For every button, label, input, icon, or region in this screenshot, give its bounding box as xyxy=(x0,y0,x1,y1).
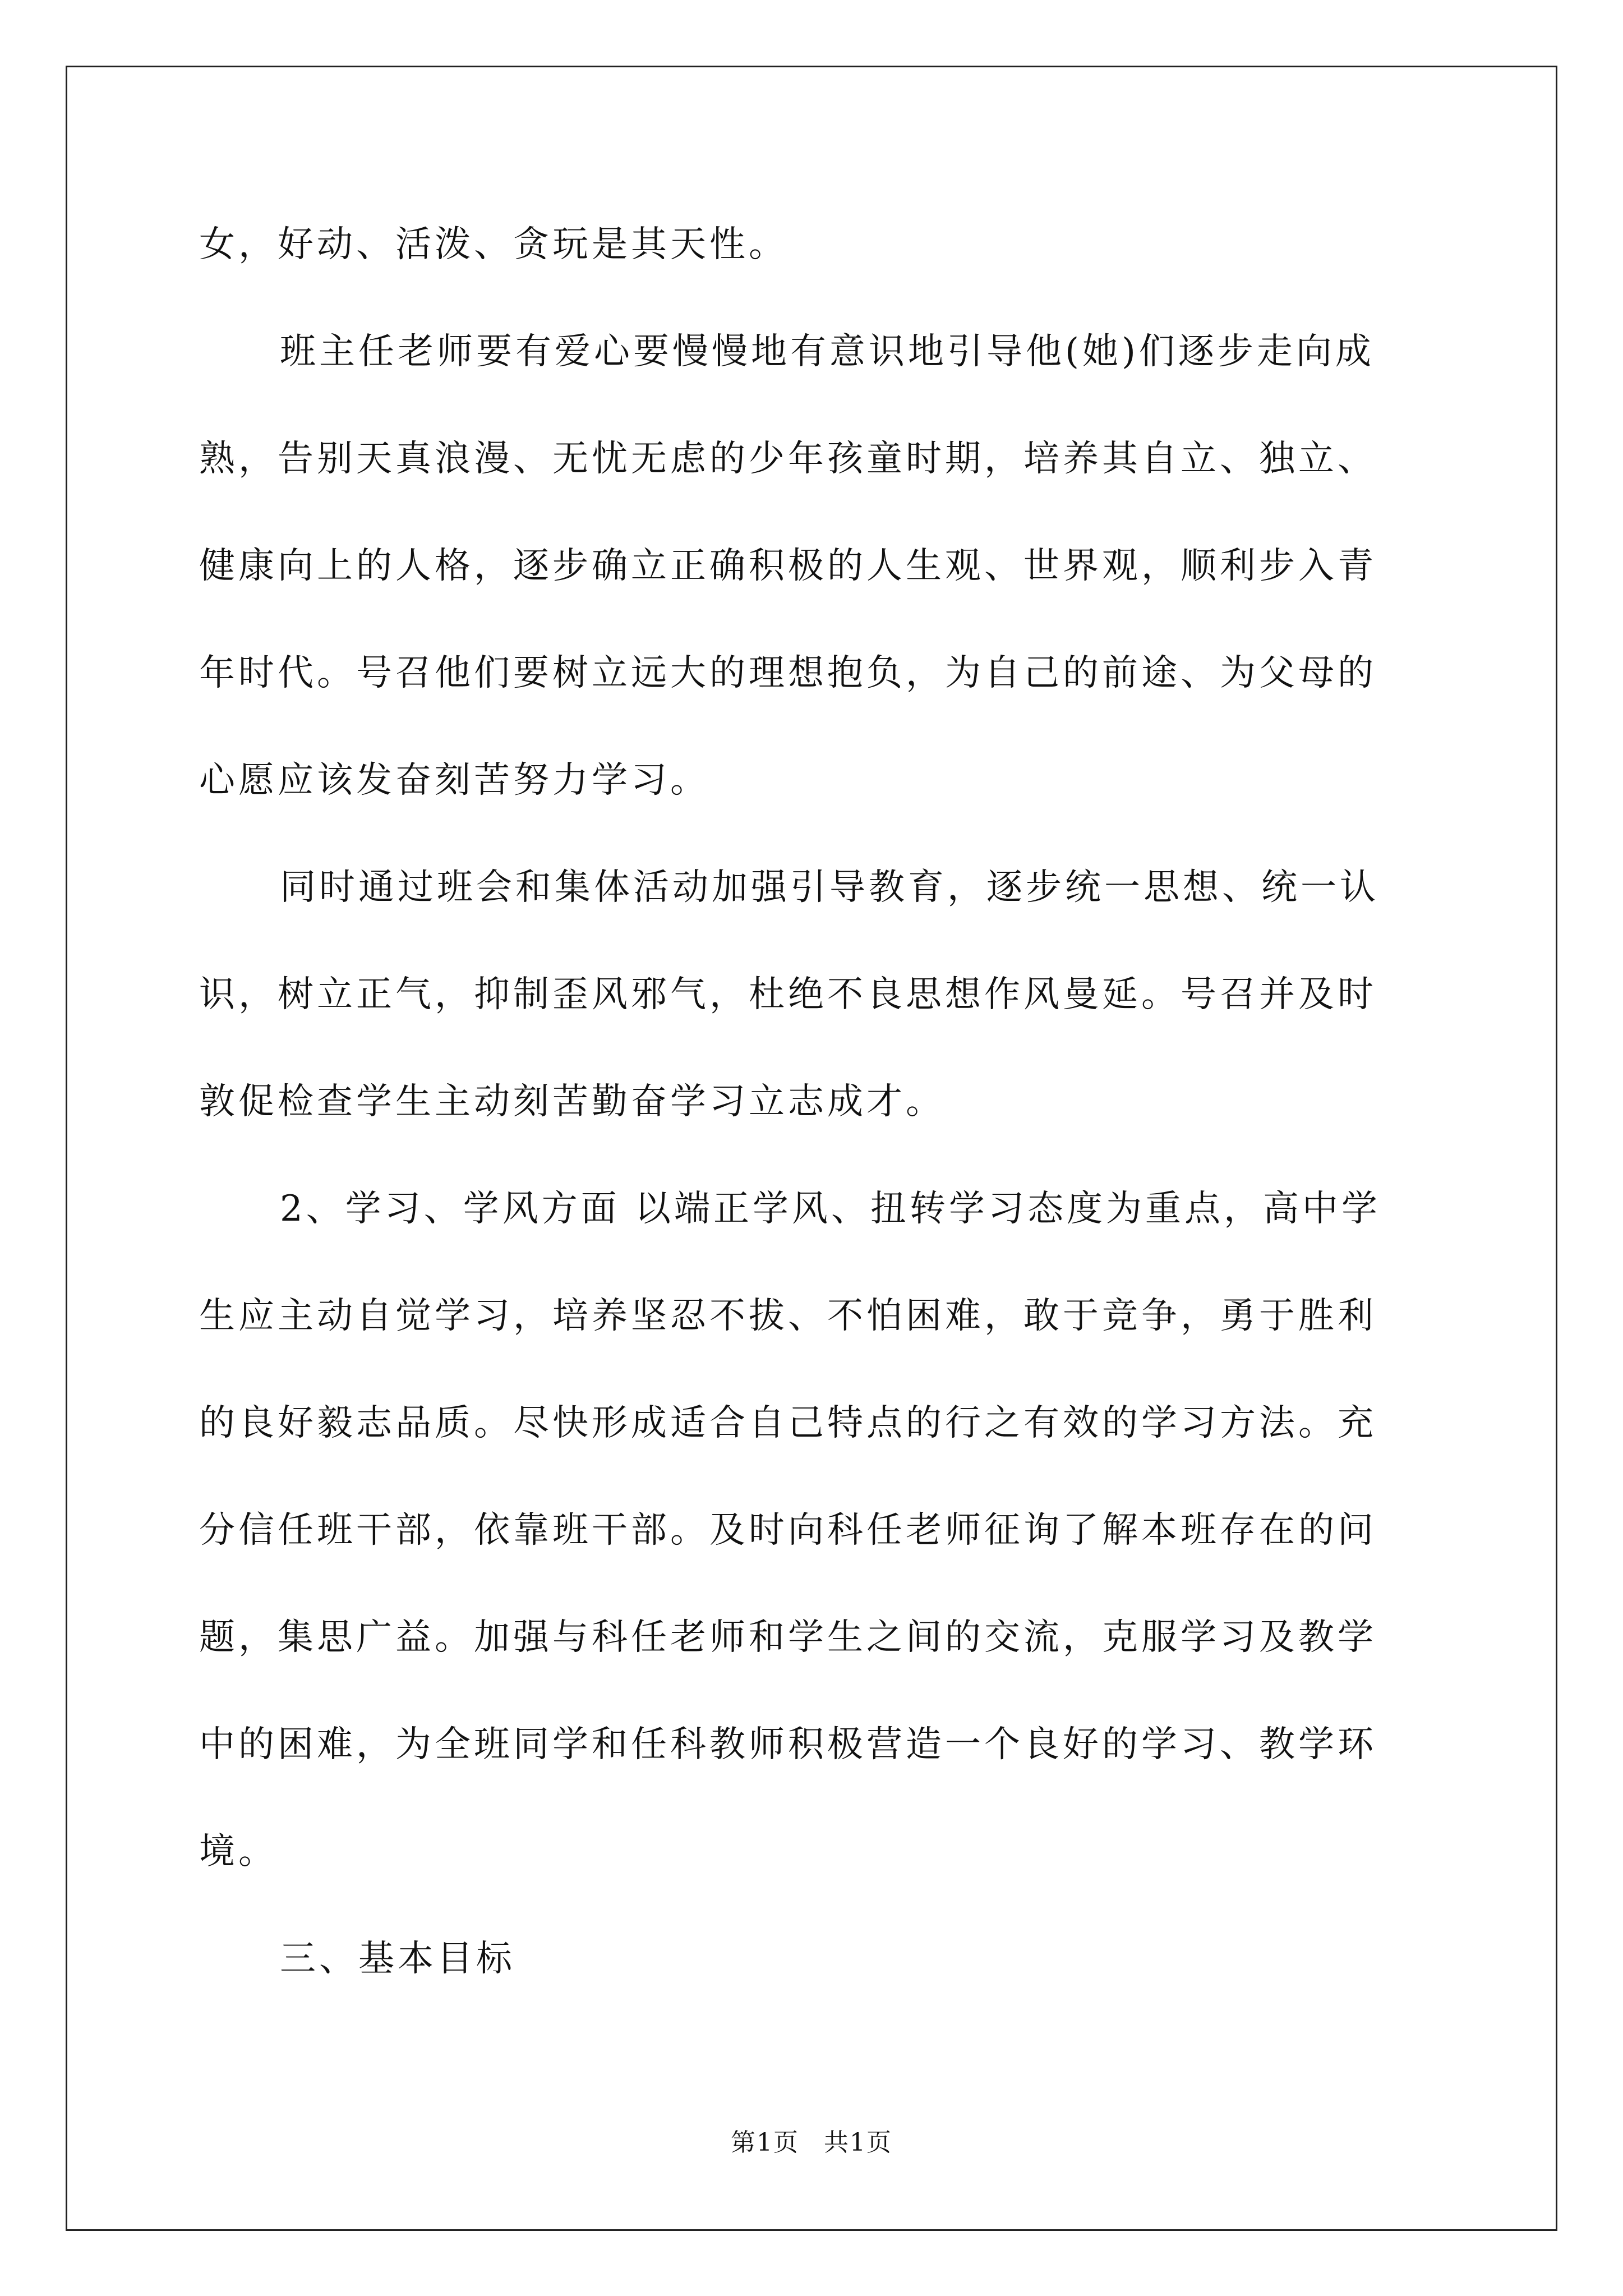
text-line: 女，好动、活泼、贪玩是其天性。 xyxy=(199,224,788,265)
text-line: 健康向上的人格，逐步确立正确积极的人生观、世界观，顺利步入青 xyxy=(199,545,1377,587)
text-line: 班主任老师要有爱心要慢慢地有意识地引导他(她)们逐步走向成 xyxy=(280,331,1375,372)
text-line: 题，集思广益。加强与科任老师和学生之间的交流，克服学习及教学 xyxy=(199,1617,1377,1658)
line-spacer xyxy=(199,602,1433,637)
line-spacer xyxy=(199,1888,1433,1923)
text-line: 2、学习、学风方面 以端正学风、扭转学习态度为重点，高中学 xyxy=(280,1188,1381,1230)
line-spacer xyxy=(199,388,1433,423)
page-number: 第1页 xyxy=(731,2128,799,2157)
text-line: 中的困难，为全班同学和任科教师积极营造一个良好的学习、教学环 xyxy=(199,1724,1377,1765)
text-line: 敦促检查学生主动刻苦勤奋学习立志成才。 xyxy=(199,1081,945,1122)
line-spacer xyxy=(199,495,1433,530)
page-footer xyxy=(0,2126,1623,2160)
text-line: 熟，告别天真浪漫、无忧无虑的少年孩童时期，培养其自立、独立、 xyxy=(199,438,1377,480)
line-spacer xyxy=(199,1352,1433,1387)
text-line: 的良好毅志品质。尽快形成适合自己特点的行之有效的学习方法。充 xyxy=(199,1402,1377,1444)
line-spacer xyxy=(199,816,1433,852)
line-spacer xyxy=(199,1245,1433,1280)
line-spacer xyxy=(199,1566,1433,1602)
line-spacer xyxy=(199,1780,1433,1816)
line-spacer xyxy=(199,1138,1433,1173)
text-line: 三、基本目标 xyxy=(280,1938,515,1980)
line-spacer xyxy=(199,1995,1433,2030)
line-spacer xyxy=(199,923,1433,959)
line-spacer xyxy=(199,1459,1433,1494)
text-line: 心愿应该发奋刻苦努力学习。 xyxy=(199,760,709,801)
text-line: 同时通过班会和集体活动加强引导教育，逐步统一思想、统一认 xyxy=(280,867,1379,908)
text-line: 生应主动自觉学习，培养坚忍不拔、不怕困难，敢于竞争，勇于胜利 xyxy=(199,1295,1377,1337)
line-spacer xyxy=(199,1673,1433,1709)
text-line: 识，树立正气，抑制歪风邪气，杜绝不良思想作风曼延。号召并及时 xyxy=(199,974,1377,1015)
text-line: 分信任班干部，依靠班干部。及时向科任老师征询了解本班存在的问 xyxy=(199,1510,1377,1551)
document-body xyxy=(199,209,1433,2030)
text-line: 境。 xyxy=(199,1831,278,1872)
text-line: 年时代。号召他们要树立远大的理想抱负，为自己的前途、为父母的 xyxy=(199,652,1377,694)
line-spacer xyxy=(199,280,1433,316)
page-total: 共1页 xyxy=(824,2128,892,2157)
line-spacer xyxy=(199,709,1433,744)
line-spacer xyxy=(199,1030,1433,1066)
